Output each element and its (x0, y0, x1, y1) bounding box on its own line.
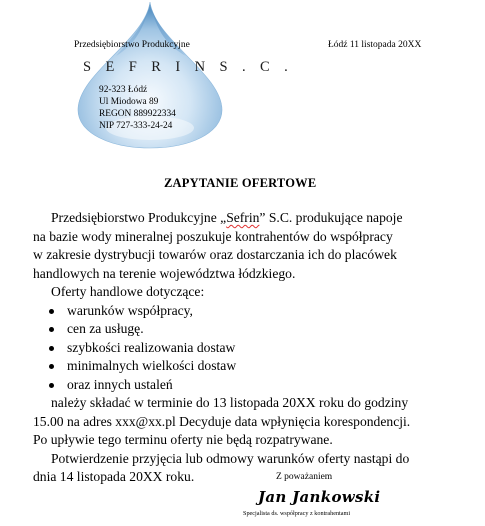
company-label: Przedsiębiorstwo Produkcyjne (74, 40, 190, 50)
bullet-icon (49, 383, 54, 388)
address-line: Ul Miodowa 89 (99, 97, 159, 107)
deadline-line: Po upływie tego terminu oferty nie będą rozpatrywane. (33, 432, 333, 447)
offer-topics-list (33, 302, 410, 395)
offers-line: Oferty handlowe dotyczące: (51, 284, 205, 299)
list-item: cen za usługę. (33, 320, 410, 339)
address-line: 92-323 Łódź (99, 85, 148, 95)
intro-line: handlowych na terenie województwa łódzkiego. (33, 265, 296, 281)
bullet-icon (49, 327, 54, 332)
list-item: warunków współpracy, (33, 302, 410, 321)
regards: Z poważaniem (276, 472, 333, 482)
address-line: REGON 889922334 (99, 109, 176, 119)
intro-line: na bazie wody mineralnej poszukuje kontrahentów do współpracy (33, 228, 393, 244)
place-date: Łódź 11 listopada 20XX (328, 40, 422, 50)
address-line: NIP 727-333-24-24 (99, 121, 173, 131)
confirm-line: dnia 14 listopada 20XX roku. (33, 469, 195, 484)
bullet-icon (49, 346, 54, 351)
list-item: minimalnych wielkości dostaw (33, 357, 410, 376)
company-name: S E F R I N S . C . (83, 59, 294, 75)
company-address (99, 84, 176, 132)
confirm-line: Potwierdzenie przyjęcia lub odmowy warunków oferty nastąpi do (51, 450, 410, 466)
intro-line: w zakresie dystrybucji towarów oraz dostarczania ich do placówek (33, 247, 397, 262)
bullet-icon (49, 309, 54, 314)
list-item: oraz innych ustaleń (33, 376, 410, 395)
deadline-line: należy składać w terminie do 13 listopada 20XX roku do godziny (51, 395, 409, 410)
spellcheck-word: Sefrin (226, 210, 260, 225)
signature: Jan Jankowski (258, 488, 381, 506)
bullet-icon (49, 364, 54, 369)
signer-role: Specjalista ds. współpracy z kontrahentami (243, 510, 351, 517)
intro-line: Przedsiębiorstwo Produkcyjne „Sefrin” S.C. produkujące napoje (51, 210, 403, 225)
document-title: ZAPYTANIE OFERTOWE (164, 176, 317, 190)
intro-paragraph (33, 209, 410, 487)
deadline-line: 15.00 na adres xxx@xx.pl Decyduje data wpłynięcia korespondencji. (33, 413, 411, 429)
list-item: szybkości realizowania dostaw (33, 339, 410, 358)
